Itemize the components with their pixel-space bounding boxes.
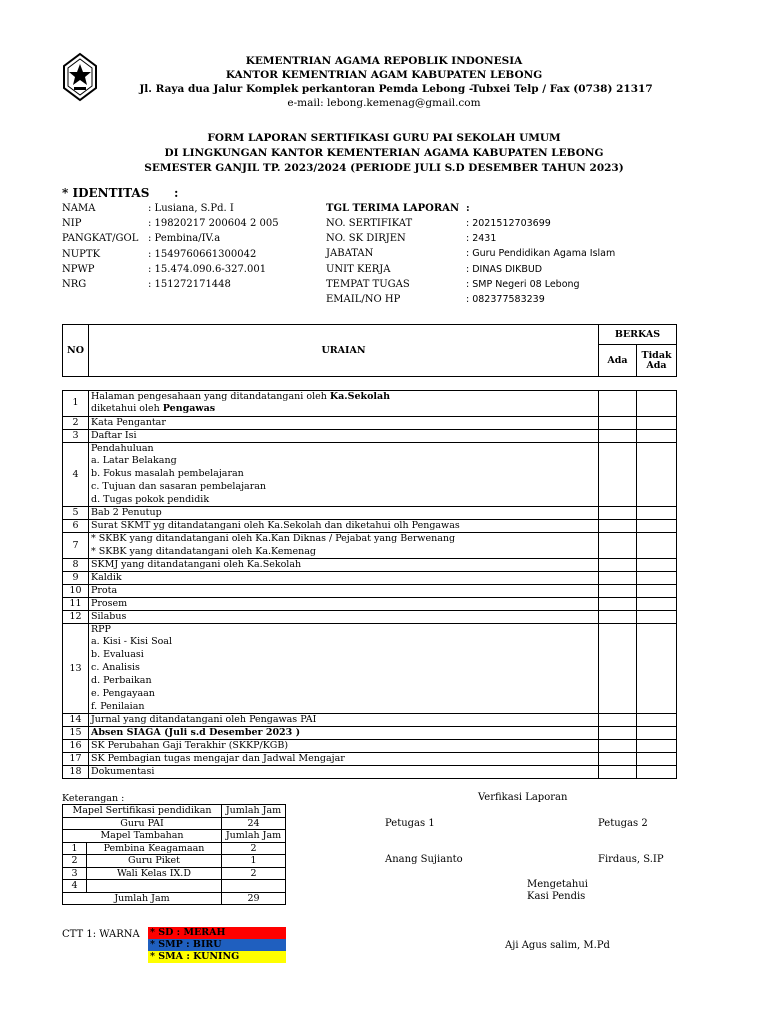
identitas-left-value: : 15.474.090.6-327.001 — [148, 263, 267, 275]
tidak-ada-checkbox-cell[interactable] — [637, 572, 677, 585]
row-uraian: * SKBK yang ditandatangani oleh Ka.Kemenag — [89, 546, 599, 559]
identitas-right-label: EMAIL/NO HP — [326, 294, 401, 305]
keterangan-label: Keterangan : — [62, 793, 125, 804]
row-number: 1 — [63, 391, 89, 417]
identitas-left-label: NUPTK — [62, 248, 101, 260]
table-row — [63, 624, 677, 637]
identitas-left-label: NIP — [62, 218, 82, 230]
row-number: 17 — [63, 753, 89, 766]
row-number: 3 — [63, 429, 89, 442]
identitas-right-value: : 2431 — [466, 233, 497, 245]
row-uraian: Silabus — [89, 611, 599, 624]
tidak-ada-checkbox-cell[interactable] — [637, 585, 677, 598]
tidak-ada-checkbox-cell[interactable] — [637, 391, 677, 417]
ket-jumlah-value: 29 — [222, 892, 286, 905]
table-row — [63, 442, 677, 455]
tidak-ada-checkbox-cell[interactable] — [637, 611, 677, 624]
identitas-left-label: PANGKAT/GOL — [62, 233, 139, 245]
ada-checkbox-cell[interactable] — [599, 429, 637, 442]
ada-checkbox-cell[interactable] — [599, 727, 637, 740]
row-number: 18 — [63, 766, 89, 779]
petugas-1-name: Anang Sujianto — [385, 854, 463, 865]
row-uraian: d. Perbaikan — [89, 675, 599, 688]
ada-checkbox-cell[interactable] — [599, 714, 637, 727]
table-row — [63, 662, 677, 675]
row-uraian: Bab 2 Penutup — [89, 507, 599, 520]
row-uraian: SK Perubahan Gaji Terakhir (SKKP/KGB) — [89, 740, 599, 753]
identitas-left-label: NRG — [62, 279, 87, 290]
col-no-header: NO — [63, 325, 89, 377]
identitas-right-label: NO. SERTIFIKAT — [326, 218, 413, 229]
table-row — [63, 611, 677, 624]
col-uraian-header: URAIAN — [89, 325, 599, 377]
table-row — [63, 727, 677, 740]
ket-row-no: 3 — [63, 867, 87, 880]
identitas-right-value: : 082377583239 — [466, 294, 545, 305]
row-uraian: diketahui oleh Pengawas — [89, 403, 599, 416]
identitas-right-value: : 2021512703699 — [466, 218, 551, 229]
identitas-right-label: NO. SK DIRJEN — [326, 233, 406, 245]
row-number: 16 — [63, 740, 89, 753]
ada-checkbox-cell[interactable] — [599, 520, 637, 533]
tidak-ada-checkbox-cell[interactable] — [637, 598, 677, 611]
identitas-right-value: : SMP Negeri 08 Lebong — [466, 278, 580, 290]
tidak-ada-checkbox-cell[interactable] — [637, 753, 677, 766]
identitas-right-value: : DINAS DIKBUD — [466, 263, 543, 275]
ket-row-no: 4 — [63, 880, 87, 893]
ket-row-no: 2 — [63, 855, 87, 868]
row-number: 5 — [63, 507, 89, 520]
header-email: e-mail: lebong.kemenag@gmail.com — [287, 97, 481, 109]
ada-checkbox-cell[interactable] — [599, 416, 637, 429]
row-uraian: Kata Pengantar — [89, 416, 599, 429]
tidak-ada-checkbox-cell[interactable] — [637, 416, 677, 429]
col-ada-header: Ada — [599, 345, 637, 377]
row-number: 9 — [63, 572, 89, 585]
identitas-left-value: : Pembina/IV.a — [148, 233, 221, 245]
tidak-ada-checkbox-cell[interactable] — [637, 533, 677, 559]
row-uraian: f. Penilaian — [89, 701, 599, 714]
row-uraian: a. Latar Belakang — [89, 455, 599, 468]
ket-row — [63, 855, 286, 868]
ket-row-name — [87, 880, 222, 893]
ket-row-no: 1 — [63, 842, 87, 855]
row-uraian: Jurnal yang ditandatangani oleh Pengawas PAI — [89, 714, 599, 727]
table-row — [63, 429, 677, 442]
row-number: 11 — [63, 598, 89, 611]
ket-row-name: Guru Piket — [87, 855, 222, 868]
kasi-name: Aji Agus salim, M.Pd — [505, 940, 610, 951]
col-tidak-ada-header — [637, 345, 677, 377]
table-row — [63, 533, 677, 546]
ada-checkbox-cell[interactable] — [599, 766, 637, 779]
row-uraian: * SKBK yang ditandatangani oleh Ka.Kan Diknas / Pejabat yang Berwenang — [89, 533, 599, 546]
form-title-3: SEMESTER GANJIL TP. 2023/2024 (PERIODE JULI S.D DESEMBER TAHUN 2023) — [144, 162, 624, 174]
row-number: 6 — [63, 520, 89, 533]
ket-jumlah-label: Jumlah Jam — [63, 892, 222, 905]
tidak-ada-checkbox-cell[interactable] — [637, 442, 677, 506]
table-row — [63, 391, 677, 404]
ada-checkbox-cell[interactable] — [599, 572, 637, 585]
row-uraian: Daftar Isi — [89, 429, 599, 442]
table-row — [63, 740, 677, 753]
keterangan-table — [62, 804, 286, 905]
tidak-ada-checkbox-cell[interactable] — [637, 727, 677, 740]
row-uraian: a. Kisi - Kisi Soal — [89, 636, 599, 649]
tidak-ada-checkbox-cell[interactable] — [637, 520, 677, 533]
table-row — [63, 649, 677, 662]
identitas-right-label: JABATAN — [326, 248, 374, 260]
kasi-label: Kasi Pendis — [527, 891, 586, 902]
ket-row-jam: 2 — [222, 867, 286, 880]
col-berkas-header: BERKAS — [599, 325, 677, 345]
row-uraian: RPP — [89, 624, 599, 637]
identitas-right-label: TEMPAT TUGAS — [326, 278, 410, 290]
table-row — [63, 585, 677, 598]
legend-item: * SMP : BIRU — [148, 939, 286, 951]
row-uraian: b. Evaluasi — [89, 649, 599, 662]
ada-checkbox-cell[interactable] — [599, 624, 637, 714]
verifikasi-title: Verfikasi Laporan — [478, 792, 568, 803]
table-row — [63, 701, 677, 714]
table-row — [63, 403, 677, 416]
table-row — [63, 753, 677, 766]
tidak-ada-checkbox-cell[interactable] — [637, 714, 677, 727]
row-uraian: SKMJ yang ditandatangani oleh Ka.Sekolah — [89, 559, 599, 572]
ket-row-name: Pembina Keagamaan — [87, 842, 222, 855]
ada-checkbox-cell[interactable] — [599, 507, 637, 520]
tidak-ada-checkbox-cell[interactable] — [637, 740, 677, 753]
row-uraian: b. Fokus masalah pembelajaran — [89, 468, 599, 481]
row-uraian: Surat SKMT yg ditandatangani oleh Ka.Sekolah dan diketahui olh Pengawas — [89, 520, 599, 533]
legend-item: * SD : MERAH — [148, 927, 286, 939]
mengetahui-label: Mengetahui — [527, 879, 588, 890]
table-row — [63, 416, 677, 429]
ada-checkbox-cell[interactable] — [599, 753, 637, 766]
row-uraian: Absen SIAGA (Juli s.d Desember 2023 ) — [89, 727, 599, 740]
row-number: 12 — [63, 611, 89, 624]
row-number: 2 — [63, 416, 89, 429]
tidak-ada-checkbox-cell[interactable] — [637, 429, 677, 442]
table-row — [63, 636, 677, 649]
tidak-ada-checkbox-cell[interactable] — [637, 766, 677, 779]
row-uraian: Halaman pengesahaan yang ditandatangani oleh Ka.Sekolah — [89, 391, 599, 404]
ket-row — [63, 842, 286, 855]
identitas-heading: * IDENTITAS — [62, 186, 150, 200]
row-number: 8 — [63, 559, 89, 572]
ket-guru-pai-jam: 24 — [222, 817, 286, 830]
table-row — [63, 494, 677, 507]
row-uraian: Dokumentasi — [89, 766, 599, 779]
header-office: KANTOR KEMENTRIAN AGAM KABUPATEN LEBONG — [225, 69, 543, 81]
legend-label: CTT 1: WARNA — [62, 929, 140, 940]
identitas-colon: : — [174, 186, 179, 200]
tgl-terima-label: TGL TERIMA LAPORAN — [326, 203, 460, 214]
table-row — [63, 507, 677, 520]
row-number: 10 — [63, 585, 89, 598]
ket-row — [63, 867, 286, 880]
legend-item: * SMA : KUNING — [148, 951, 286, 963]
ada-checkbox-cell[interactable] — [599, 391, 637, 417]
col-tidak-ada-text: Tidak Ada — [641, 349, 672, 371]
table-row — [63, 468, 677, 481]
ket-mapel-tambahan: Mapel Tambahan — [63, 830, 222, 843]
row-uraian: e. Pengayaan — [89, 688, 599, 701]
header-ministry: KEMENTRIAN AGAMA REPOBLIK INDONESIA — [245, 55, 523, 67]
ket-row-jam: 2 — [222, 842, 286, 855]
tidak-ada-checkbox-cell[interactable] — [637, 624, 677, 714]
ada-checkbox-cell[interactable] — [599, 442, 637, 506]
header-address: Jl. Raya dua Jalur Komplek perkantoran Pemda Lebong -Tubxei Telp / Fax (0738) 21317 — [139, 83, 653, 95]
petugas-2-label: Petugas 2 — [598, 818, 648, 829]
ada-checkbox-cell[interactable] — [599, 611, 637, 624]
identitas-left-label: NAMA — [62, 203, 96, 214]
row-number: 4 — [63, 442, 89, 506]
petugas-1-label: Petugas 1 — [385, 818, 435, 829]
berkas-table — [62, 390, 677, 779]
form-title-2: DI LINGKUNGAN KANTOR KEMENTERIAN AGAMA KABUPATEN LEBONG — [164, 147, 604, 159]
row-uraian: Pendahuluan — [89, 442, 599, 455]
table-row — [63, 546, 677, 559]
ada-checkbox-cell[interactable] — [599, 740, 637, 753]
ket-guru-pai: Guru PAI — [63, 817, 222, 830]
table-row — [63, 598, 677, 611]
identitas-left-value: : 1549760661300042 — [148, 248, 257, 260]
ada-checkbox-cell[interactable] — [599, 585, 637, 598]
row-uraian: Prosem — [89, 598, 599, 611]
ada-checkbox-cell[interactable] — [599, 598, 637, 611]
tidak-ada-checkbox-cell[interactable] — [637, 507, 677, 520]
table-header — [62, 324, 677, 377]
ket-row — [63, 880, 286, 893]
ket-mapel-tambahan-jam: Jumlah Jam — [222, 830, 286, 843]
ket-row-name: Wali Kelas IX.D — [87, 867, 222, 880]
identitas-left-value: : Lusiana, S.Pd. I — [148, 203, 234, 214]
identitas-left-value: : 19820217 200604 2 005 — [148, 218, 279, 230]
ket-row-jam — [222, 880, 286, 893]
row-number: 15 — [63, 727, 89, 740]
ket-row-jam: 1 — [222, 855, 286, 868]
ket-col1-header: Mapel Sertifikasi pendidikan — [63, 805, 222, 818]
row-uraian: c. Analisis — [89, 662, 599, 675]
identitas-left-value: : 151272171448 — [148, 279, 231, 290]
ada-checkbox-cell[interactable] — [599, 533, 637, 559]
tgl-terima-colon: : — [466, 203, 470, 214]
petugas-2-name: Firdaus, S.IP — [598, 854, 664, 865]
identitas-right-label: UNIT KERJA — [326, 263, 391, 275]
identitas-right-value: : Guru Pendidikan Agama Islam — [466, 248, 616, 260]
row-number: 13 — [63, 624, 89, 714]
ada-checkbox-cell[interactable] — [599, 559, 637, 572]
table-row — [63, 688, 677, 701]
table-row — [63, 572, 677, 585]
table-row — [63, 559, 677, 572]
row-uraian: d. Tugas pokok pendidik — [89, 494, 599, 507]
table-row — [63, 714, 677, 727]
row-number: 14 — [63, 714, 89, 727]
table-row — [63, 766, 677, 779]
row-number: 7 — [63, 533, 89, 559]
table-row — [63, 675, 677, 688]
table-row — [63, 455, 677, 468]
row-uraian: Prota — [89, 585, 599, 598]
ket-col2-header: Jumlah Jam — [222, 805, 286, 818]
tidak-ada-checkbox-cell[interactable] — [637, 559, 677, 572]
row-uraian: SK Pembagian tugas mengajar dan Jadwal Mengajar — [89, 753, 599, 766]
table-row — [63, 520, 677, 533]
row-uraian: c. Tujuan dan sasaran pembelajaran — [89, 481, 599, 494]
table-row — [63, 481, 677, 494]
row-uraian: Kaldik — [89, 572, 599, 585]
identitas-left-label: NPWP — [62, 263, 95, 275]
form-title-1: FORM LAPORAN SERTIFIKASI GURU PAI SEKOLAH UMUM — [207, 132, 561, 144]
